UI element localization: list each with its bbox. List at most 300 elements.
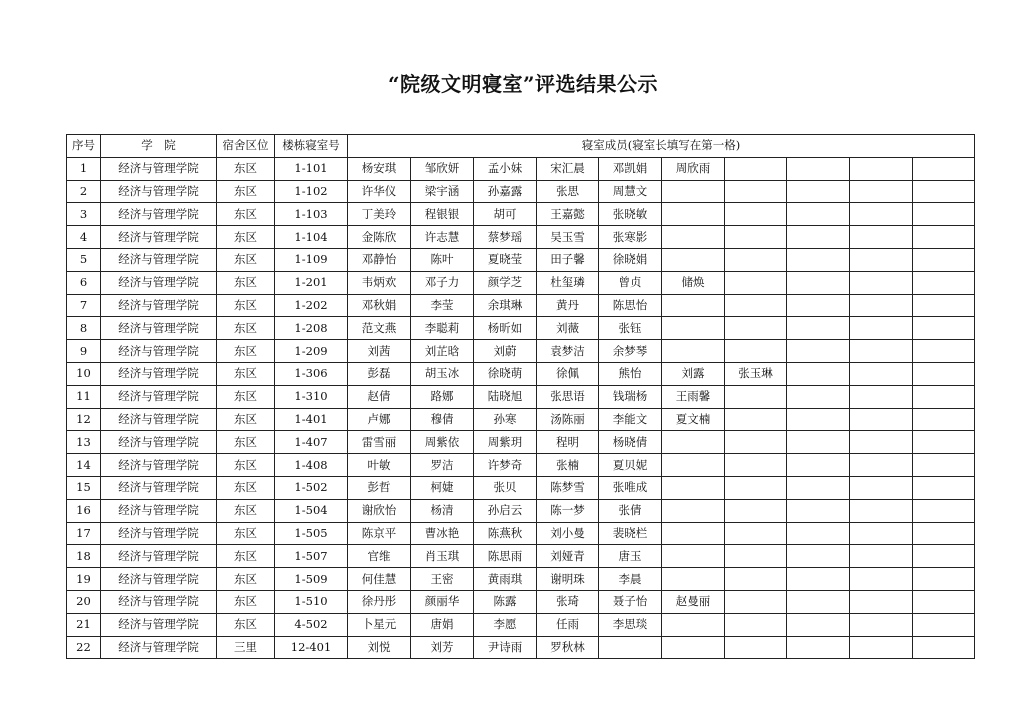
member-cell [850,613,913,636]
member-cell [787,226,850,249]
member-cell: 官维 [348,545,411,568]
row-no: 1 [67,157,101,180]
member-cell [725,636,787,659]
row-no: 11 [67,385,101,408]
row-area: 东区 [217,613,275,636]
member-cell [725,568,787,591]
member-cell [850,454,913,477]
row-room: 1-408 [275,454,348,477]
member-cell [725,294,787,317]
row-room: 1-510 [275,590,348,613]
member-cell [787,454,850,477]
member-cell [850,545,913,568]
member-cell: 刘茜 [348,340,411,363]
row-area: 东区 [217,203,275,226]
member-cell: 刘芷晗 [411,340,474,363]
member-cell: 刘芳 [411,636,474,659]
row-area: 东区 [217,454,275,477]
member-cell: 杨安琪 [348,157,411,180]
row-college: 经济与管理学院 [101,340,217,363]
row-college: 经济与管理学院 [101,636,217,659]
member-cell: 钱瑞杨 [599,385,662,408]
member-cell: 程银银 [411,203,474,226]
member-cell [913,408,975,431]
member-cell [787,408,850,431]
member-cell: 孟小妹 [474,157,537,180]
row-no: 12 [67,408,101,431]
member-cell [787,636,850,659]
member-cell [913,522,975,545]
member-cell [913,180,975,203]
member-cell [787,613,850,636]
member-cell: 陈一梦 [537,499,599,522]
table-row [67,408,975,431]
header-no: 序号 [67,135,101,158]
member-cell: 王密 [411,568,474,591]
row-no: 22 [67,636,101,659]
member-cell [787,590,850,613]
member-cell: 周紫玥 [474,431,537,454]
page-title: “院级文明寝室”评选结果公示 [387,72,658,96]
member-cell [662,294,725,317]
member-cell [662,431,725,454]
member-cell: 任雨 [537,613,599,636]
member-cell [850,590,913,613]
member-cell: 叶敏 [348,454,411,477]
member-cell: 吴玉雪 [537,226,599,249]
row-no: 18 [67,545,101,568]
row-area: 东区 [217,590,275,613]
row-no: 14 [67,454,101,477]
member-cell [725,180,787,203]
row-room: 12-401 [275,636,348,659]
member-cell: 柯婕 [411,476,474,499]
member-cell: 穆倩 [411,408,474,431]
member-cell [850,476,913,499]
member-cell [787,271,850,294]
row-college: 经济与管理学院 [101,180,217,203]
member-cell [725,385,787,408]
member-cell [662,226,725,249]
table-row [67,385,975,408]
member-cell: 邓秋娟 [348,294,411,317]
member-cell: 杜玺璘 [537,271,599,294]
row-college: 经济与管理学院 [101,226,217,249]
member-cell: 何佳慧 [348,568,411,591]
row-room: 1-502 [275,476,348,499]
member-cell [725,340,787,363]
member-cell [850,431,913,454]
member-cell: 张思 [537,180,599,203]
member-cell: 黄雨琪 [474,568,537,591]
member-cell: 邓子力 [411,271,474,294]
member-cell [913,454,975,477]
row-area: 三里 [217,636,275,659]
row-room: 1-407 [275,431,348,454]
row-area: 东区 [217,431,275,454]
member-cell [662,180,725,203]
member-cell [787,203,850,226]
member-cell [850,568,913,591]
member-cell: 裴晓栏 [599,522,662,545]
member-cell [787,476,850,499]
row-college: 经济与管理学院 [101,431,217,454]
member-cell: 丁美玲 [348,203,411,226]
member-cell: 许梦奇 [474,454,537,477]
member-cell: 范文燕 [348,317,411,340]
member-cell: 李莹 [411,294,474,317]
member-cell: 张贝 [474,476,537,499]
member-cell: 罗洁 [411,454,474,477]
member-cell: 蔡梦瑶 [474,226,537,249]
member-cell [725,613,787,636]
row-college: 经济与管理学院 [101,317,217,340]
results-table [66,134,975,659]
member-cell [913,431,975,454]
table-row [67,340,975,363]
row-college: 经济与管理学院 [101,613,217,636]
table-row [67,454,975,477]
row-no: 5 [67,248,101,271]
member-cell: 张晓敏 [599,203,662,226]
row-no: 16 [67,499,101,522]
row-room: 4-502 [275,613,348,636]
member-cell: 张唯成 [599,476,662,499]
member-cell: 陈京平 [348,522,411,545]
row-college: 经济与管理学院 [101,271,217,294]
member-cell: 余梦琴 [599,340,662,363]
member-cell: 陈燕秋 [474,522,537,545]
member-cell: 颜丽华 [411,590,474,613]
member-cell [850,340,913,363]
member-cell: 徐晓娟 [599,248,662,271]
row-no: 13 [67,431,101,454]
member-cell [725,431,787,454]
row-college: 经济与管理学院 [101,294,217,317]
member-cell: 孙嘉露 [474,180,537,203]
row-no: 20 [67,590,101,613]
member-cell [913,340,975,363]
member-cell [725,271,787,294]
member-cell [913,294,975,317]
row-college: 经济与管理学院 [101,522,217,545]
member-cell: 许华仪 [348,180,411,203]
row-no: 17 [67,522,101,545]
row-area: 东区 [217,408,275,431]
member-cell: 金陈欣 [348,226,411,249]
member-cell [662,499,725,522]
member-cell: 夏文楠 [662,408,725,431]
member-cell [599,636,662,659]
member-cell [787,499,850,522]
row-no: 7 [67,294,101,317]
member-cell: 孙寒 [474,408,537,431]
row-room: 1-103 [275,203,348,226]
member-cell [662,317,725,340]
table-row [67,271,975,294]
member-cell [913,636,975,659]
member-cell: 田子馨 [537,248,599,271]
member-cell: 宋汇晨 [537,157,599,180]
row-area: 东区 [217,226,275,249]
member-cell [787,180,850,203]
member-cell [913,499,975,522]
member-cell: 王嘉懿 [537,203,599,226]
member-cell [913,613,975,636]
member-cell [913,157,975,180]
table-row [67,157,975,180]
row-room: 1-209 [275,340,348,363]
row-no: 8 [67,317,101,340]
row-room: 1-109 [275,248,348,271]
member-cell: 胡玉冰 [411,362,474,385]
member-cell [850,203,913,226]
member-cell: 熊怡 [599,362,662,385]
row-area: 东区 [217,271,275,294]
member-cell: 杨晓倩 [599,431,662,454]
member-cell: 颜学芝 [474,271,537,294]
row-area: 东区 [217,157,275,180]
row-area: 东区 [217,340,275,363]
row-area: 东区 [217,476,275,499]
member-cell [787,385,850,408]
member-cell: 黄丹 [537,294,599,317]
member-cell [913,476,975,499]
member-cell [913,545,975,568]
table-row [67,636,975,659]
row-college: 经济与管理学院 [101,545,217,568]
row-college: 经济与管理学院 [101,408,217,431]
member-cell: 陈露 [474,590,537,613]
member-cell [850,362,913,385]
member-cell [913,385,975,408]
row-room: 1-102 [275,180,348,203]
member-cell [913,590,975,613]
member-cell [662,340,725,363]
member-cell [662,568,725,591]
row-room: 1-310 [275,385,348,408]
row-college: 经济与管理学院 [101,476,217,499]
member-cell [850,499,913,522]
member-cell: 张玉琳 [725,362,787,385]
header-area: 宿舍区位 [217,135,275,158]
member-cell: 邓凯娟 [599,157,662,180]
row-room: 1-507 [275,545,348,568]
member-cell: 曹冰艳 [411,522,474,545]
member-cell [662,454,725,477]
member-cell: 张倩 [599,499,662,522]
member-cell: 孙启云 [474,499,537,522]
member-cell [725,203,787,226]
member-cell: 张琦 [537,590,599,613]
member-cell: 刘薇 [537,317,599,340]
member-cell: 刘蔚 [474,340,537,363]
row-college: 经济与管理学院 [101,454,217,477]
member-cell: 刘悦 [348,636,411,659]
row-room: 1-505 [275,522,348,545]
member-cell [913,362,975,385]
member-cell: 李思琰 [599,613,662,636]
row-no: 21 [67,613,101,636]
row-no: 3 [67,203,101,226]
member-cell: 夏贝妮 [599,454,662,477]
row-room: 1-101 [275,157,348,180]
member-cell [725,317,787,340]
member-cell: 谢明珠 [537,568,599,591]
member-cell: 周慧文 [599,180,662,203]
row-room: 1-401 [275,408,348,431]
table-row [67,317,975,340]
member-cell [725,157,787,180]
table-row [67,226,975,249]
member-cell: 胡可 [474,203,537,226]
member-cell: 卢娜 [348,408,411,431]
member-cell [725,454,787,477]
table-row [67,568,975,591]
row-room: 1-306 [275,362,348,385]
member-cell [787,340,850,363]
member-cell: 卜星元 [348,613,411,636]
member-cell: 李愿 [474,613,537,636]
member-cell [850,317,913,340]
row-college: 经济与管理学院 [101,203,217,226]
table-row [67,203,975,226]
member-cell: 李能文 [599,408,662,431]
member-cell [787,248,850,271]
member-cell: 周紫依 [411,431,474,454]
member-cell: 徐丹彤 [348,590,411,613]
row-area: 东区 [217,568,275,591]
member-cell [850,408,913,431]
member-cell [725,248,787,271]
row-college: 经济与管理学院 [101,157,217,180]
member-cell: 唐玉 [599,545,662,568]
member-cell: 储焕 [662,271,725,294]
member-cell [725,499,787,522]
member-cell: 陈思怡 [599,294,662,317]
member-cell [850,180,913,203]
member-cell: 肖玉琪 [411,545,474,568]
table-row [67,476,975,499]
member-cell [913,317,975,340]
member-cell [913,203,975,226]
row-room: 1-202 [275,294,348,317]
row-room: 1-201 [275,271,348,294]
header-row [67,135,975,158]
member-cell: 李晨 [599,568,662,591]
member-cell: 路娜 [411,385,474,408]
member-cell: 雷雪丽 [348,431,411,454]
member-cell [725,545,787,568]
table-row [67,431,975,454]
member-cell: 张寒影 [599,226,662,249]
member-cell: 刘露 [662,362,725,385]
row-no: 19 [67,568,101,591]
member-cell [725,590,787,613]
member-cell: 曾贞 [599,271,662,294]
member-cell: 杨昕如 [474,317,537,340]
header-members: 寝室成员(寝室长填写在第一格) [348,135,975,158]
member-cell [850,157,913,180]
table-row [67,545,975,568]
row-room: 1-509 [275,568,348,591]
member-cell: 杨清 [411,499,474,522]
row-area: 东区 [217,362,275,385]
member-cell [662,613,725,636]
member-cell: 聂子怡 [599,590,662,613]
member-cell [662,636,725,659]
row-college: 经济与管理学院 [101,248,217,271]
row-no: 10 [67,362,101,385]
table-row [67,613,975,636]
row-area: 东区 [217,248,275,271]
member-cell: 谢欣怡 [348,499,411,522]
row-college: 经济与管理学院 [101,568,217,591]
row-no: 9 [67,340,101,363]
member-cell [725,408,787,431]
member-cell: 陈思雨 [474,545,537,568]
member-cell [787,568,850,591]
member-cell: 梁宇涵 [411,180,474,203]
member-cell [787,362,850,385]
member-cell [850,294,913,317]
member-cell: 邓静怡 [348,248,411,271]
member-cell: 陈梦雪 [537,476,599,499]
row-area: 东区 [217,499,275,522]
row-room: 1-208 [275,317,348,340]
row-room: 1-104 [275,226,348,249]
row-college: 经济与管理学院 [101,362,217,385]
row-no: 4 [67,226,101,249]
member-cell [725,226,787,249]
table-row [67,522,975,545]
member-cell: 刘娅青 [537,545,599,568]
member-cell: 徐晓萌 [474,362,537,385]
member-cell: 赵倩 [348,385,411,408]
member-cell [787,522,850,545]
member-cell [850,248,913,271]
row-area: 东区 [217,294,275,317]
row-college: 经济与管理学院 [101,385,217,408]
member-cell [725,476,787,499]
member-cell [787,157,850,180]
member-cell: 尹诗雨 [474,636,537,659]
member-cell [850,522,913,545]
header-room: 楼栋寝室号 [275,135,348,158]
member-cell: 韦炳欢 [348,271,411,294]
member-cell: 许志慧 [411,226,474,249]
table-row [67,499,975,522]
member-cell [913,226,975,249]
row-room: 1-504 [275,499,348,522]
member-cell [787,545,850,568]
member-cell: 罗秋林 [537,636,599,659]
member-cell: 陆晓旭 [474,385,537,408]
header-college: 学 院 [101,135,217,158]
member-cell: 夏晓莹 [474,248,537,271]
member-cell [662,203,725,226]
member-cell [913,568,975,591]
member-cell [850,636,913,659]
row-college: 经济与管理学院 [101,499,217,522]
member-cell [850,271,913,294]
member-cell [662,476,725,499]
member-cell [913,248,975,271]
member-cell [662,248,725,271]
member-cell [787,294,850,317]
member-cell [662,522,725,545]
member-cell: 邹欣妍 [411,157,474,180]
